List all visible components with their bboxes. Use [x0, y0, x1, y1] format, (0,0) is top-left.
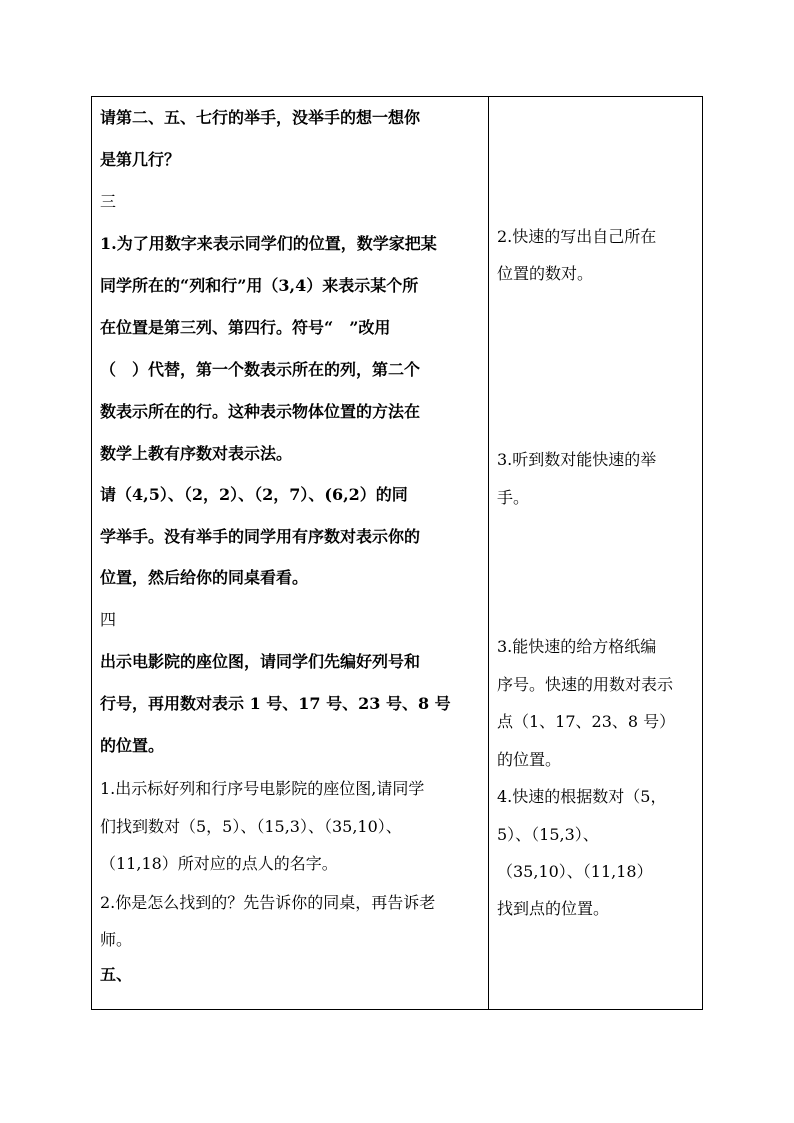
- text-line: 2.你是怎么找到的？先告诉你的同桌，再告诉老: [100, 893, 436, 912]
- text-line: 同学所在的“列和行”用（3,4）来表示某个所: [100, 276, 419, 295]
- text-line: 点（1、17、23、8 号）: [497, 712, 676, 731]
- text-line: 2.快速的写出自己所在: [497, 227, 657, 246]
- section-heading-3: 三: [100, 192, 117, 211]
- text-line: （11,18）所对应的点人的名字。: [100, 854, 338, 873]
- text-line: 位置的数对。: [497, 264, 594, 283]
- text-line: 们找到数对（5，5）、（15,3）、（35,10）、: [100, 817, 402, 836]
- text-line: 请第二、五、七行的举手，没举手的想一想你: [100, 108, 421, 127]
- text-line: 的位置。: [100, 736, 165, 755]
- text-line: 学举手。没有举手的同学用有序数对表示你的: [100, 527, 421, 546]
- text-line: 请（4,5）、（2，2）、（2，7）、(6,2）的同: [100, 485, 408, 504]
- text-line: 的位置。: [497, 750, 562, 769]
- text-line: （35,10）、（11,18）: [497, 862, 653, 881]
- lesson-table: [91, 96, 703, 1010]
- text-line: 数学上教有序数对表示法。: [100, 444, 293, 463]
- column-divider: [488, 97, 489, 1009]
- text-line: 找到点的位置。: [497, 899, 610, 918]
- text-line: 数表示所在的行。这种表示物体位置的方法在: [100, 402, 421, 421]
- text-line: 1.为了用数字来表示同学们的位置，数学家把某: [100, 234, 437, 253]
- text-line: （ ）代替，第一个数表示所在的列，第二个: [100, 360, 421, 379]
- section-heading-4: 四: [100, 610, 117, 629]
- text-line: 4.快速的根据数对（5，: [497, 787, 667, 806]
- section-heading-5: 五、: [100, 965, 133, 984]
- text-line: 是第几行？: [100, 150, 181, 169]
- text-line: 序号。快速的用数对表示: [497, 675, 674, 694]
- text-line: 位置，然后给你的同桌看看。: [100, 568, 309, 587]
- text-line: 在位置是第三列、第四行。符号“ ”改用: [100, 318, 391, 337]
- text-line: 3.能快速的给方格纸编: [497, 637, 657, 656]
- text-line: 师。: [100, 930, 133, 949]
- text-line: 5）、（15,3）、: [497, 825, 599, 844]
- text-line: 手。: [497, 488, 530, 507]
- text-line: 1.出示标好列和行序号电影院的座位图,请同学: [100, 779, 425, 798]
- text-line: 3.听到数对能快速的举: [497, 450, 657, 469]
- text-line: 行号，再用数对表示 1 号、17 号、23 号、8 号: [100, 694, 451, 713]
- text-line: 出示电影院的座位图，请同学们先编好列号和: [100, 652, 421, 671]
